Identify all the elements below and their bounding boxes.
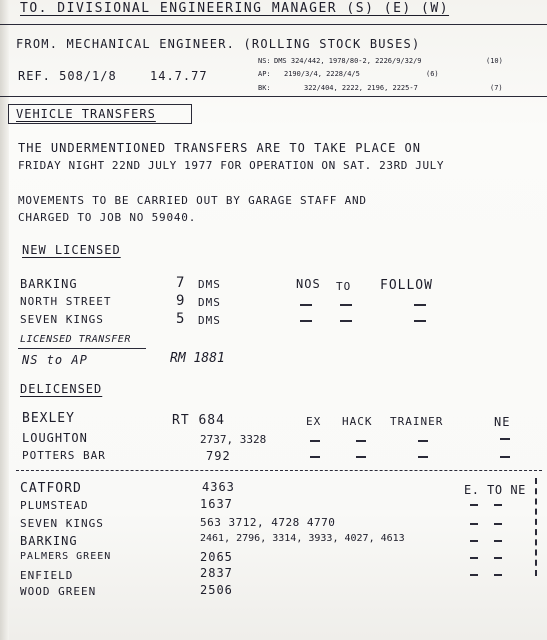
nl-garage-2: NORTH STREET — [20, 295, 112, 308]
memo-date: 14.7.77 — [150, 69, 208, 83]
nl-type-3: DMS — [198, 314, 221, 327]
memo-to: TO. DIVISIONAL ENGINEERING MANAGER (S) (E) (W) — [20, 1, 450, 16]
dl-dash — [500, 456, 510, 458]
col-to: TO — [336, 280, 352, 293]
code-count-ns: (10) — [486, 57, 503, 65]
delicensed-heading: DELICENSED — [20, 382, 103, 396]
transfer-vehicle: RM 1881 — [170, 351, 225, 366]
code-nums-bk: 322/404, 2222, 2196, 2225-7 — [304, 84, 418, 92]
col-nos: NOS — [296, 277, 321, 291]
nl-dash — [414, 304, 426, 306]
dl2-garage-3: SEVEN KINGS — [20, 517, 104, 530]
nl-qty-2: 9 — [176, 293, 186, 309]
dl-garage-1: BEXLEY — [22, 411, 75, 426]
nl-dash — [414, 320, 426, 322]
section-dashed-divider — [16, 470, 542, 471]
col-e-to-ne: E. TO NE — [464, 483, 526, 497]
nl-type-1: DMS — [198, 278, 221, 291]
code-label-ap: AP: — [258, 70, 271, 78]
memo-title: VEHICLE TRANSFERS — [16, 107, 156, 121]
intro-line-4: CHARGED TO JOB NO 59040. — [18, 211, 197, 224]
dl2-dash — [494, 540, 502, 542]
dl2-nums-4: 2461, 2796, 3314, 3933, 4027, 4613 — [200, 533, 405, 544]
dl2-dash — [494, 523, 502, 525]
code-count-ap: (6) — [426, 70, 439, 78]
dl2-dash — [470, 504, 478, 506]
dl-nums-3: 792 — [206, 449, 231, 463]
dl2-dash — [494, 504, 502, 506]
dl-dash — [500, 438, 510, 440]
intro-line-2: FRIDAY NIGHT 22ND JULY 1977 FOR OPERATION ON SAT. 23RD JULY — [18, 159, 445, 172]
dl2-nums-2: 1637 — [200, 497, 233, 511]
dl2-garage-5: PALMERS GREEN — [20, 551, 112, 562]
dl2-dash — [494, 574, 502, 576]
nl-dash — [300, 320, 312, 322]
transfer-route: NS to AP — [22, 353, 88, 367]
dl-garage-2: LOUGHTON — [22, 431, 88, 445]
new-licensed-heading: NEW LICENSED — [22, 243, 121, 257]
code-nums-ap: 2190/3/4, 2228/4/5 — [284, 70, 360, 78]
col-ex: EX — [306, 415, 322, 428]
code-label-bk: BK: — [258, 84, 271, 92]
dl2-garage-4: BARKING — [20, 534, 78, 548]
dl2-dash — [470, 540, 478, 542]
dl-dash — [418, 440, 428, 442]
licensed-transfer-heading: LICENSED TRANSFER — [20, 334, 131, 345]
memo-ref: REF. 508/1/8 — [18, 69, 117, 83]
dl2-nums-7: 2506 — [200, 583, 233, 597]
nl-dash — [300, 304, 312, 306]
col-follow: FOLLOW — [380, 278, 433, 293]
right-margin-dashes — [535, 478, 537, 576]
nl-dash — [340, 320, 352, 322]
memo-from: FROM. MECHANICAL ENGINEER. (ROLLING STOCK BUSES) — [16, 37, 421, 51]
dl2-nums-5: 2065 — [200, 550, 233, 564]
header-rule-bottom — [0, 96, 547, 97]
col-rt: RT 684 — [172, 413, 225, 428]
nl-type-2: DMS — [198, 296, 221, 309]
nl-garage-1: BARKING — [20, 277, 78, 291]
dl-dash — [310, 456, 320, 458]
dl2-dash — [470, 574, 478, 576]
nl-dash — [340, 304, 352, 306]
dl2-dash — [470, 523, 478, 525]
dl-dash — [418, 456, 428, 458]
nl-qty-3: 5 — [176, 311, 186, 327]
code-nums-ns: DMS 324/442, 1978/80-2, 2226/9/32/9 — [274, 57, 422, 65]
dl2-nums-1: 4363 — [202, 480, 235, 494]
dl-nums-2: 2737, 3328 — [200, 433, 267, 446]
intro-line-3: MOVEMENTS TO BE CARRIED OUT BY GARAGE STAFF AND — [18, 194, 367, 207]
code-label-ns: NS: — [258, 57, 271, 65]
dl2-dash — [470, 557, 478, 559]
code-count-bk: (7) — [490, 84, 503, 92]
dl2-garage-2: PLUMSTEAD — [20, 499, 89, 512]
col-ne: NE — [494, 415, 511, 429]
dl2-nums-6: 2837 — [200, 566, 233, 580]
dl-dash — [356, 456, 366, 458]
dl2-garage-7: WOOD GREEN — [20, 585, 97, 598]
dl2-garage-6: ENFIELD — [20, 569, 74, 582]
licensed-transfer-underline — [18, 348, 146, 349]
nl-garage-3: SEVEN KINGS — [20, 313, 104, 326]
dl-garage-3: POTTERS BAR — [22, 449, 106, 462]
col-hack: HACK — [342, 415, 373, 428]
dl-dash — [356, 440, 366, 442]
intro-line-1: THE UNDERMENTIONED TRANSFERS ARE TO TAKE PLACE ON — [18, 141, 422, 155]
dl2-garage-1: CATFORD — [20, 481, 82, 496]
header-rule-top — [0, 24, 547, 25]
col-trainer: TRAINER — [390, 415, 444, 428]
dl2-dash — [494, 557, 502, 559]
nl-qty-1: 7 — [176, 275, 186, 291]
dl-dash — [310, 440, 320, 442]
dl2-nums-3: 563 3712, 4728 4770 — [200, 516, 336, 529]
